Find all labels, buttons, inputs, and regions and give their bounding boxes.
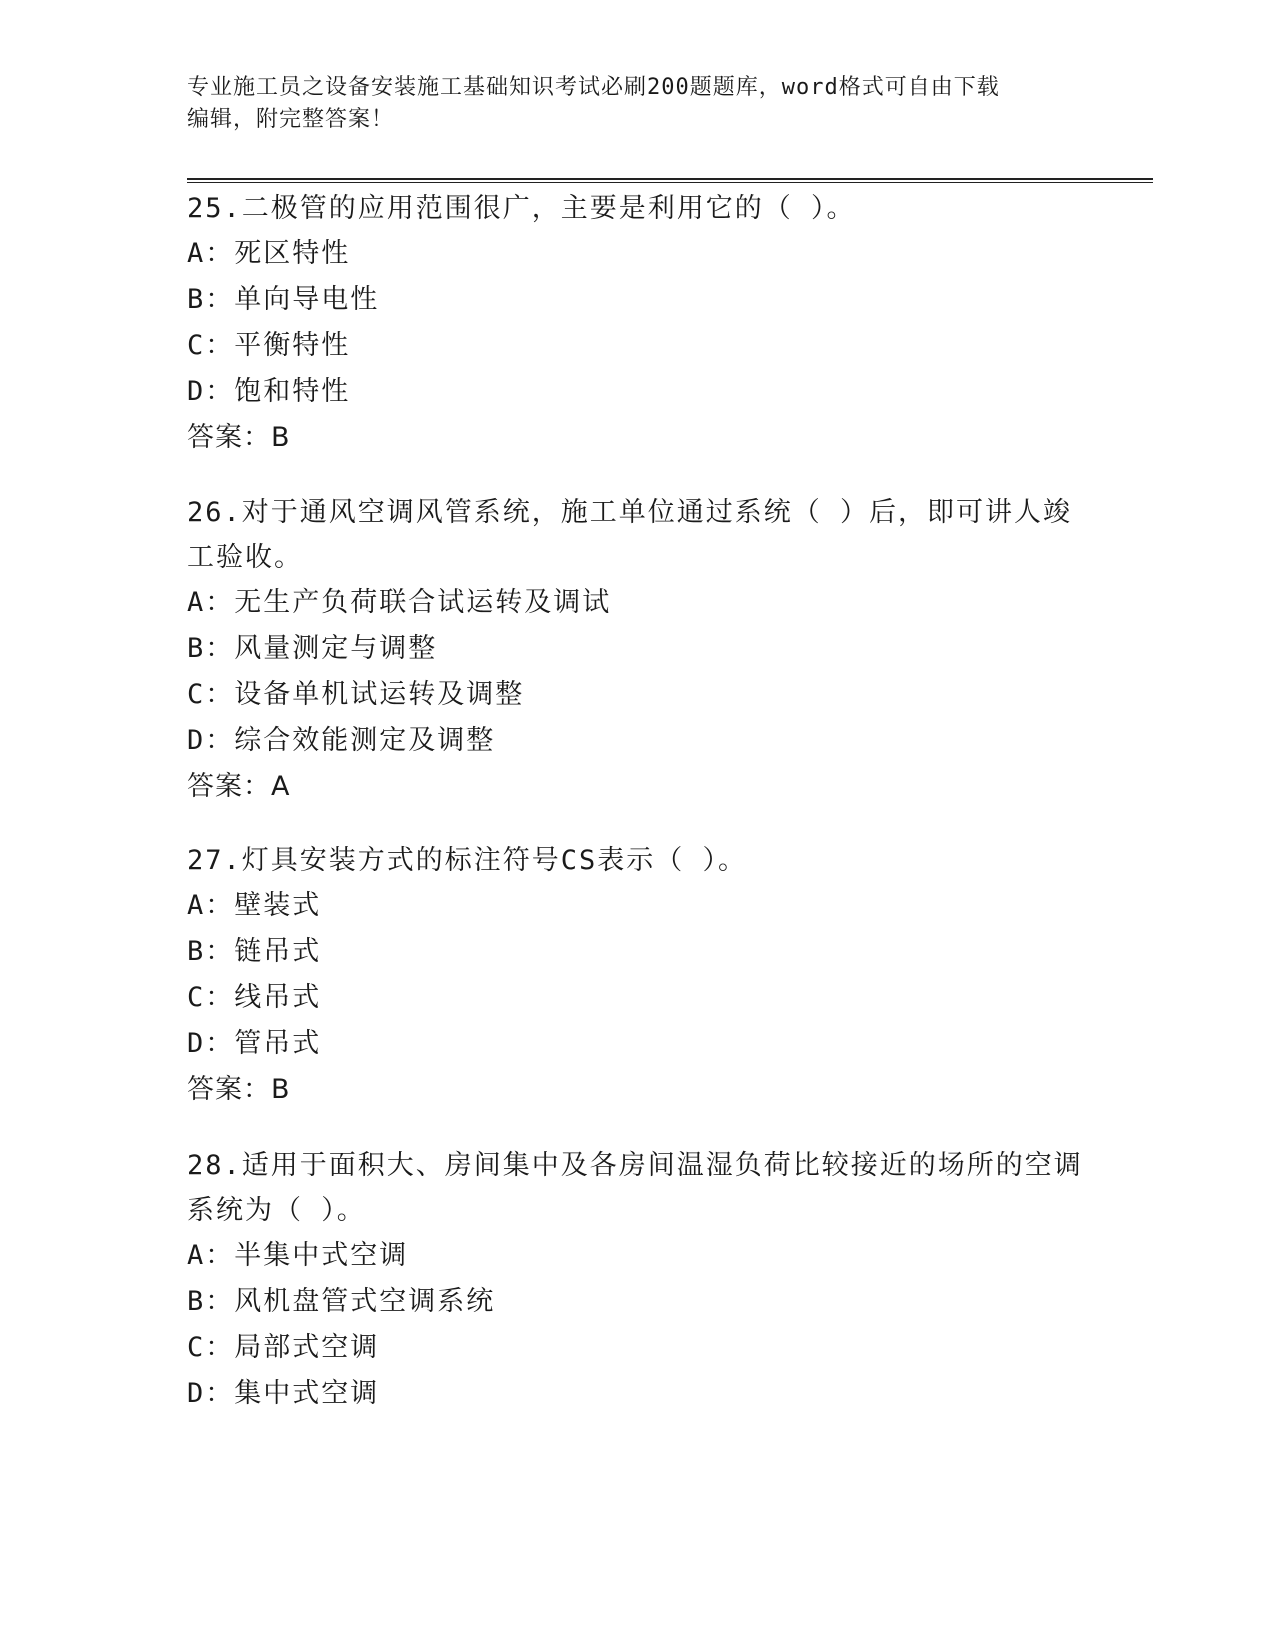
document-header bbox=[187, 72, 1087, 136]
option-a: A：壁装式 bbox=[187, 890, 322, 921]
answer: 答案：A bbox=[187, 771, 291, 802]
answer: 答案：B bbox=[187, 422, 291, 453]
option-a: A：死区特性 bbox=[187, 238, 351, 269]
question-27 bbox=[187, 838, 1087, 1113]
question-26 bbox=[187, 490, 1087, 810]
question-stem-line-2: 系统为（ ）。 bbox=[187, 1195, 366, 1226]
question-stem: 25.二极管的应用范围很广，主要是利用它的（ ）。 bbox=[187, 193, 856, 224]
option-c: C：平衡特性 bbox=[187, 330, 351, 361]
option-d: D：饱和特性 bbox=[187, 376, 351, 407]
option-d: D：综合效能测定及调整 bbox=[187, 725, 496, 756]
option-c: C：线吊式 bbox=[187, 982, 322, 1013]
header-divider-thin bbox=[187, 182, 1153, 183]
option-d: D：集中式空调 bbox=[187, 1378, 380, 1409]
option-b: B：链吊式 bbox=[187, 936, 322, 967]
option-b: B：风机盘管式空调系统 bbox=[187, 1286, 496, 1317]
option-b: B：风量测定与调整 bbox=[187, 633, 438, 664]
option-a: A：半集中式空调 bbox=[187, 1240, 409, 1271]
option-c: C：局部式空调 bbox=[187, 1332, 380, 1363]
question-stem: 27.灯具安装方式的标注符号CS表示（ ）。 bbox=[187, 845, 748, 876]
answer: 答案：B bbox=[187, 1074, 291, 1105]
option-a: A：无生产负荷联合试运转及调试 bbox=[187, 587, 612, 618]
question-25 bbox=[187, 186, 1087, 461]
question-stem-line-1: 26.对于通风空调风管系统，施工单位通过系统（ ）后，即可讲人竣 bbox=[187, 497, 1073, 528]
option-d: D：管吊式 bbox=[187, 1028, 322, 1059]
question-28 bbox=[187, 1143, 1087, 1417]
header-line-2: 编辑，附完整答案！ bbox=[187, 107, 395, 132]
header-divider-thick bbox=[187, 178, 1153, 180]
option-b: B：单向导电性 bbox=[187, 284, 380, 315]
question-stem-line-1: 28.适用于面积大、房间集中及各房间温湿负荷比较接近的场所的空调 bbox=[187, 1150, 1083, 1181]
header-line-1: 专业施工员之设备安装施工基础知识考试必刷200题题库，word格式可自由下载 bbox=[187, 75, 1000, 100]
question-stem-line-2: 工验收。 bbox=[187, 542, 303, 573]
option-c: C：设备单机试运转及调整 bbox=[187, 679, 525, 710]
